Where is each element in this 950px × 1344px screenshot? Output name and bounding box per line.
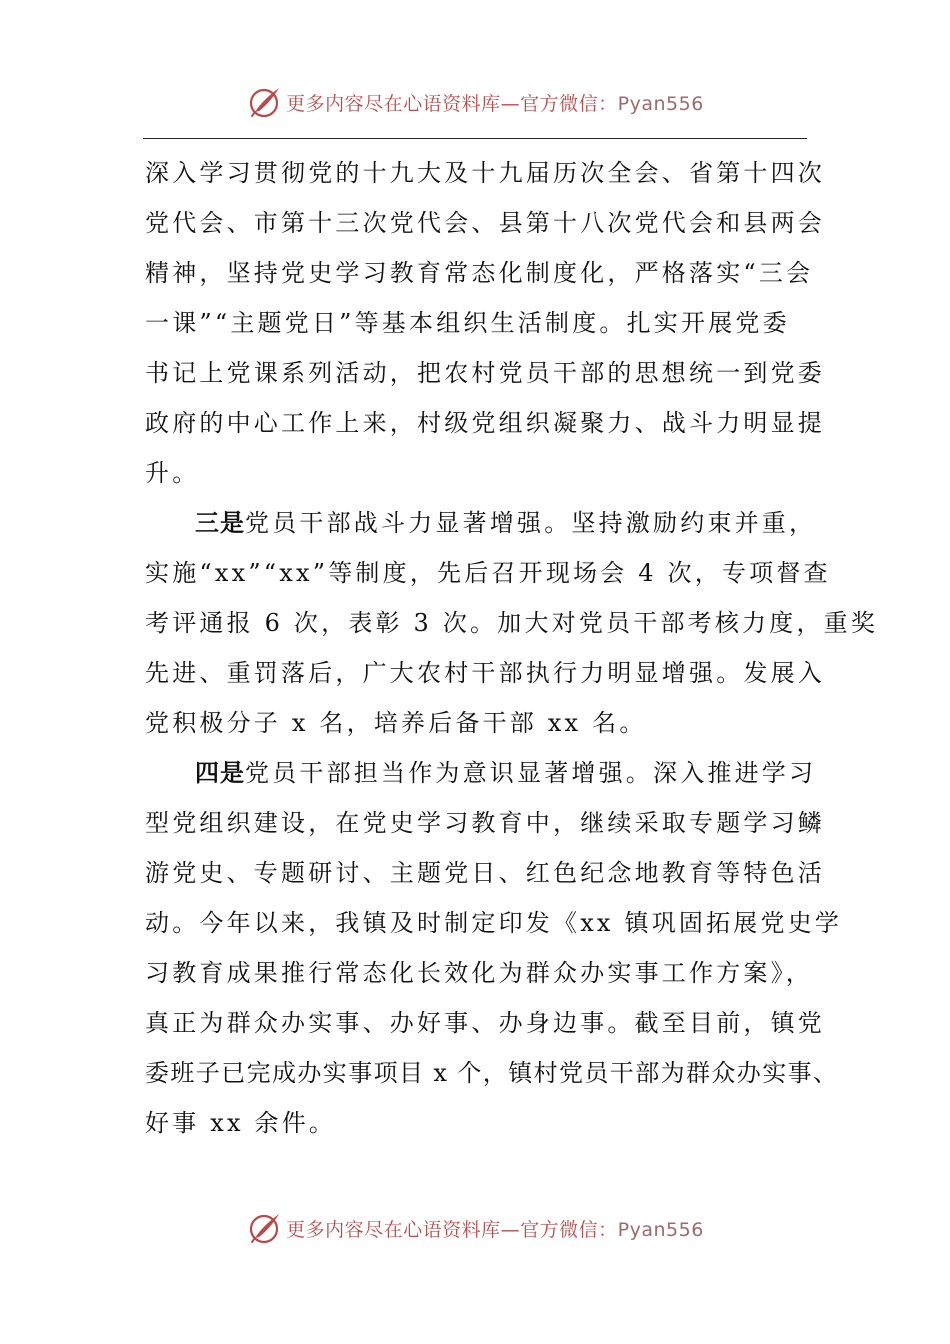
watermark-slogan: 更多内容尽在心语资料库—官方微信： (286, 1218, 618, 1241)
paragraph-2 (145, 498, 879, 748)
text-line: 游党史、专题研讨、主题党日、红色纪念地教育等特色活 (145, 859, 825, 887)
text-line: 升。 (145, 459, 200, 487)
text-line: 习教育成果推行常态化长效化为群众办实事工作方案》， (145, 959, 813, 987)
text-line: 政府的中心工作上来，村级党组织凝聚力、战斗力明显提 (145, 409, 825, 437)
watermark-slogan: 更多内容尽在心语资料库—官方微信： (286, 92, 618, 115)
text-line: 好事 xx 余件。 (145, 1109, 337, 1137)
header-divider (143, 138, 807, 139)
text-line: 深入学习贯彻党的十九大及十九届历次全会、省第十四次 (145, 159, 825, 187)
text-line: 型党组织建设，在党史学习教育中，继续采取专题学习鳞 (145, 809, 825, 837)
document-body (145, 148, 879, 1148)
quill-pen-logo-icon (246, 84, 282, 120)
paragraph-1 (145, 148, 825, 498)
text-line: 实施“xx”“xx”等制度，先后召开现场会 4 次，专项督查 (145, 559, 831, 587)
text-line: 动。今年以来，我镇及时制定印发《xx 镇巩固拓展党史学 (145, 909, 843, 937)
text-line-first (145, 748, 825, 798)
paragraph-lead: 四是 (195, 759, 245, 787)
text-line: 书记上党课系列活动，把农村党员干部的思想统一到党委 (145, 359, 825, 387)
watermark-text (286, 89, 704, 116)
watermark-wechat-id: Pyan556 (617, 92, 704, 115)
watermark-wechat-id: Pyan556 (617, 1218, 704, 1241)
paragraph-lead: 三是 (195, 509, 245, 537)
text-line: 一课”“主题党日”等基本组织生活制度。扎实开展党委 (145, 309, 790, 337)
footer-watermark (0, 1208, 950, 1248)
quill-pen-logo-icon (246, 1210, 282, 1246)
paragraph-3 (145, 748, 843, 1148)
watermark-text (286, 1215, 704, 1242)
header-watermark (0, 82, 950, 122)
text-line: 先进、重罚落后，广大农村干部执行力明显增强。发展入 (145, 659, 825, 687)
first-line-text: 党员干部战斗力显著增强。坚持激励约束并重， (245, 509, 817, 537)
text-line: 党代会、市第十三次党代会、县第十八次党代会和县两会 (145, 209, 825, 237)
text-line: 委班子已完成办实事项目 x 个，镇村党员干部为群众办实事、 (145, 1059, 839, 1087)
text-line-first (145, 498, 825, 548)
text-line: 考评通报 6 次，表彰 3 次。加大对党员干部考核力度，重奖 (145, 609, 879, 637)
text-line: 真正为群众办实事、办好事、办身边事。截至目前，镇党 (145, 1009, 825, 1037)
text-line: 精神，坚持党史学习教育常态化制度化，严格落实“三会 (145, 259, 814, 287)
first-line-text: 党员干部担当作为意识显著增强。深入推进学习 (245, 759, 817, 787)
text-line: 党积极分子 x 名，培养后备干部 xx 名。 (145, 709, 647, 737)
